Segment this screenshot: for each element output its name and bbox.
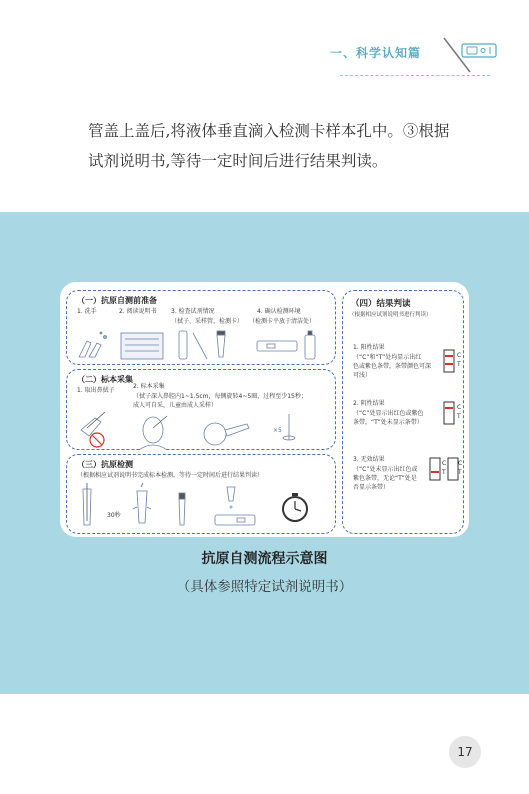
invalid-strip-1-icon	[429, 457, 441, 481]
invalid-desc-3: 否显示条带）	[353, 484, 390, 491]
positive-c-label: C	[457, 352, 462, 359]
cap-tube-icon	[179, 493, 185, 525]
negative-strip-icon	[443, 401, 455, 425]
prep-title: （一）抗原自测前准备	[77, 296, 157, 305]
flowchart-card	[60, 282, 469, 537]
result-title: （四）结果判读	[351, 299, 411, 309]
negative-title: 2. 阴性结果	[353, 400, 385, 407]
header-divider	[340, 75, 490, 76]
body-paragraph	[88, 116, 468, 176]
detection-illustrations	[67, 483, 337, 533]
negative-desc-1: （“C”处显示出红色或紫色	[353, 410, 424, 417]
wait-time-label: 30秒	[107, 512, 121, 519]
invalid-desc-2: 紫色条带，无论“T”处是	[353, 475, 417, 482]
paragraph-line: 试剂说明书,等待一定时间后进行结果判读。	[88, 152, 388, 170]
manual-icon	[121, 333, 163, 359]
timer-icon	[283, 493, 307, 521]
sampling-box	[66, 369, 336, 450]
figure-band	[0, 212, 529, 694]
result-subtitle: （根据相应试剂说明书进行判读）	[349, 312, 432, 318]
sampling-title: （二）标本采集	[77, 375, 133, 384]
prep-step4: 4. 确认检测环境	[257, 308, 301, 315]
figure-subcaption: （具体参照特定试剂说明书）	[176, 579, 353, 595]
figure-caption: 抗原自测流程示意图	[201, 551, 328, 567]
drop-on-card-icon	[215, 487, 255, 525]
sampling-note-line1: （拭子深入鼻腔内1~1.5cm，每侧旋转4~5圈，过程至少15秒；	[133, 393, 307, 400]
invalid-1-c-label: C	[442, 460, 447, 467]
detection-note: （根据相应试剂说明书完成标本检测，等待一定时间后进行结果判读）	[77, 472, 264, 479]
invalid-2-c-label: C	[458, 460, 463, 467]
result-box	[342, 290, 464, 534]
tube-with-swab-icon	[83, 483, 91, 525]
prep-step3-note: （拭子、采样管、检测卡）	[171, 318, 244, 325]
paragraph-line: 管盖上盖后,将液体垂直滴入检测卡样本孔中。③根据	[88, 122, 450, 140]
no-touch-icon	[90, 433, 104, 447]
hand-wash-icon	[79, 332, 107, 357]
sampling-step1: 1. 取出鼻拭子	[77, 387, 115, 394]
invalid-2-t-label: T	[458, 469, 462, 476]
page-number: 17	[449, 736, 481, 768]
kit-items-icon	[179, 331, 225, 359]
positive-desc-2: 色或紫色条带，条带颜色可深	[353, 363, 432, 370]
detection-box	[66, 454, 336, 534]
positive-title: 1. 阳性结果	[353, 344, 385, 351]
rotate-swab-icon	[283, 414, 295, 440]
invalid-title: 3. 无效结果	[353, 456, 385, 463]
negative-c-label: C	[457, 404, 462, 411]
invalid-1-t-label: T	[442, 469, 446, 476]
test-kit-icon	[440, 36, 500, 74]
prep-step4-note: （检测卡平放于清洁处）	[249, 318, 316, 325]
detection-title: （三）抗原检测	[77, 460, 133, 469]
prep-illustrations	[67, 327, 337, 367]
squeeze-tube-icon	[133, 483, 151, 523]
positive-desc-1: （“C”和“T”处均显示出红	[353, 354, 422, 361]
section-header	[330, 44, 500, 76]
rotate-count: ×5	[273, 427, 282, 434]
section-title: 一、科学认知篇	[330, 46, 422, 60]
positive-desc-3: 可浅）	[353, 372, 372, 379]
prep-box	[66, 290, 336, 365]
negative-desc-2: 条带，“T”处未显示条带）	[353, 419, 423, 426]
negative-t-label: T	[457, 413, 461, 420]
child-head-icon	[204, 423, 249, 445]
invalid-desc-1: （“C”处未显示出红色或	[353, 466, 418, 473]
positive-strip-icon	[443, 349, 455, 373]
sampling-step2: 2. 标本采集	[133, 383, 165, 390]
prep-step1: 1. 洗手	[77, 308, 97, 315]
person-head-icon	[139, 416, 167, 450]
sampling-illustrations	[67, 410, 337, 450]
prep-step2: 2. 阅读说明书	[119, 308, 157, 315]
positive-t-label: T	[457, 361, 461, 368]
swab-hand-icon	[81, 412, 105, 436]
clean-surface-icon	[257, 331, 315, 359]
sampling-note-line2: 成人可自采，儿童由成人采样）	[133, 402, 218, 409]
prep-step3: 3. 检查试剂情况	[171, 308, 215, 315]
